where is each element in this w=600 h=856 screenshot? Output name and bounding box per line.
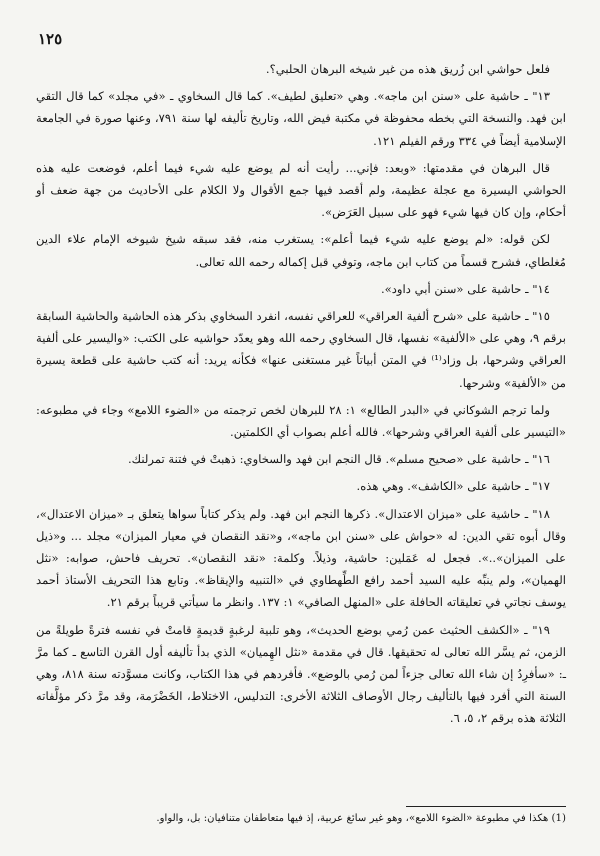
paragraph-14: ١٤" ـ حاشية على «سنن أبي داود». <box>380 281 550 296</box>
paragraph-shawkani: ولما ترجم الشوكاني في «البدر الطالع» ١: ٢٨ للبرهان لخص ترجمته من «الضوء اللامع» وجاء في مطبوعه: «التيسير على ألفية العراقي وشرحها». فالله أعلم بصواب أي الكلمتين. <box>36 402 566 440</box>
body-text <box>36 58 566 735</box>
paragraph-burhan-intro: قال البرهان في مقدمتها: «وبعد: فإني... رأيت أنه لم يوضع عليه شيء فيما أعلم، فوضعت عليه هذه الحواشي اليسيرة مع عجلة عظيمة، ولم أقصد فيها جمع الأقوال ولا الكلام على الأحاديث من جهة ضعف أو أحكام، وإن كان فيها شيء فهو على سبيل العَرَض». <box>36 160 566 220</box>
page-number: ١٢٥ <box>38 30 63 48</box>
paragraph-18: ١٨" ـ حاشية على «ميزان الاعتدال». ذكرها النجم ابن فهد. ولم يذكر كتاباً سواها يتعلق بـ «ميزان الاعتدال»، وقال أبوه تقي الدين: له «حواش على «سنن ابن ماجه»، و«نقد النقصان في معيار الميزان» مجلد ... و«ذيل على الميزان»..». فجعل له عَمَلين: حاشية، وذيلاً. وكلمة: «نقد النقصان». تحريف فاحش، صوابه: «نثل الهميان»، ولم ينبِّه عليه السيد أحمد رافع الطِّهطاوي في «التنبيه والإيقاظ». وتابع هذا التحريف الأستاذ أحمد يوسف نجاتي في تعليقاته الحافلة على «المنهل الصافي» ١: ١٣٧. وانظر ما سيأتي قريباً برقم ٢١. <box>36 506 566 610</box>
paragraph-intro: فلعل حواشي ابن زُريق هذه من غير شيخه البرهان الحلبي؟. <box>265 62 550 76</box>
paragraph-19: ١٩" ـ «الكشف الحثيث عمن رُمي بوضع الحديث»، وهو تلبية لرغبةٍ قديمةٍ قامتْ في نفسه فترةً طويلةً من الزمن، ثم يسَّر الله تعالى له تحقيقها. قال في مقدمة «نثل الهِميان» الذي بدأ تأليفه أول القرن التاسع ـ كما مرَّ ـ: «سأفرِدُ إن شاء الله تعالى جزءاً لمن رُمي بالوضع». فأفردهم في هذا الكتاب، وكانت مسوَّدته سنة ٨١٨، وهي السنة التي أفرد فيها بالتأليف رجال الأوصاف الثلاثة الأخرى: التدليس، الاختلاط، الخَضْرَمة، وقد مرَّ ذكر مؤلَّفاته الثلاثة هذه برقم ٢، ٥، ٦. <box>36 622 566 726</box>
footnote: (1) هكذا في مطبوعة «الضوء اللامع»، وهو غير سائغ عربية، إذ فيها متعاطفان متنافيان: بل، والواو. <box>156 813 566 824</box>
paragraph-13: ١٣" ـ حاشية على «سنن ابن ماجه». وهي «تعليق لطيف». كما قال السخاوي ـ «في مجلد» كما قال التقي ابن فهد. والنسخة التي بخطه محفوظة في مكتبة فيض الله، وتاريخ تأليفه لها سنة ٧٩١، وعنها صورة في الجامعة الإسلامية أيضاً في ٣٣٤ ورقم الفيلم ١٢١. <box>36 89 566 148</box>
footnote-divider <box>406 806 566 807</box>
paragraph-15: ١٥" ـ حاشية على «شرح ألفية العراقي» للعراقي نفسه، انفرد السخاوي بذكر هذه الحاشية والحاشية السابقة برقم ٩، وهي على «الألفية» نفسها، قال السخاوي رحمه الله وهو يعدّد حواشيه على الكتب: «واليسير على ألفية العراقي وشرحها، بل وزاد⁽¹⁾ في المتن أبياتاً غير مستغنى عنها» فكأنه يريد: أنه كتب حاشية على قطعة يسيرة من «الألفية» وشرحها. <box>36 309 566 390</box>
paragraph-16: ١٦" ـ حاشية على «صحيح مسلم». قال النجم ابن فهد والسخاوي: ذهبتْ في فتنة تمرلنك. <box>127 452 550 467</box>
paragraph-17: ١٧" ـ حاشية على «الكاشف». وهي هذه. <box>356 479 550 494</box>
paragraph-mughlatai: لكن قوله: «لم يوضع عليه شيء فيما أعلم»: يستغرب منه، فقد سبقه شيخ شيوخه الإمام علاء الدين مُغلطاي، فشرح قسماً من كتاب ابن ماجه، وتوفي قبل إكماله رحمه الله تعالى. <box>36 232 566 269</box>
